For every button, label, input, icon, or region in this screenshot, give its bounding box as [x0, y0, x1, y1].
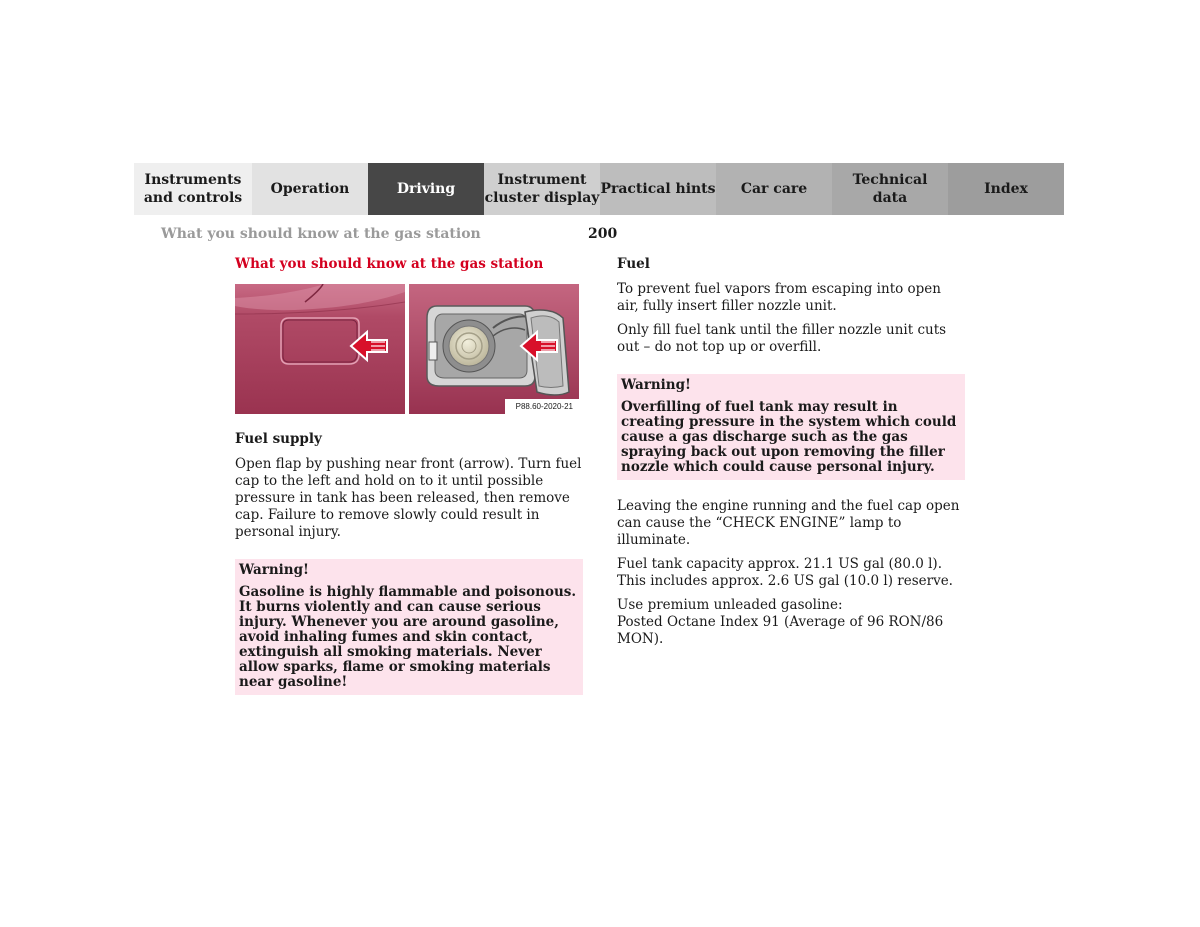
fuel-paragraph-1: To prevent fuel vapors from escaping into open air, fully insert filler nozzle unit.: [617, 281, 941, 314]
warning-title: Warning!: [239, 562, 309, 578]
overfilling-warning-box: [617, 374, 965, 480]
warning-title: Warning!: [621, 377, 691, 393]
octane-line: Posted Octane Index 91 (Average of 96 RON/86 MON).: [617, 614, 944, 647]
reserve-line: This includes approx. 2.6 US gal (10.0 l) reserve.: [617, 573, 953, 589]
chapter-tab-bar: [134, 163, 1064, 215]
fuel-heading: Fuel: [617, 256, 650, 272]
gasoline-warning-box: [235, 559, 583, 695]
page-number: 200: [588, 226, 618, 242]
tab-instruments-and-controls[interactable]: Instruments and controls: [134, 163, 252, 215]
running-head: What you should know at the gas station: [161, 226, 481, 242]
fuel-flap-closed-illustration: [235, 284, 405, 414]
tank-capacity-line: Fuel tank capacity approx. 21.1 US gal (80.0 l).: [617, 556, 942, 572]
right-column: [617, 256, 965, 655]
tab-car-care[interactable]: Car care: [716, 163, 832, 215]
left-column: [235, 256, 583, 695]
figure-code: P88.60-2020-21: [515, 402, 573, 411]
fuel-cap-open-illustration: [409, 284, 579, 414]
warning-text: Overfilling of fuel tank may result in creating pressure in the system which could cause a gas discharge such as the gas spraying back out upon removing the filler nozzle which could cause personal injury.: [621, 399, 957, 475]
tab-driving[interactable]: Driving: [368, 163, 484, 215]
fuel-supply-text: Open flap by pushing near front (arrow). Turn fuel cap to the left and hold on to it until possible pressure in tank has been released, then remove cap. Failure to remove slowly could result in personal injury.: [235, 456, 582, 540]
fuel-grade-line: Use premium unleaded gasoline:: [617, 597, 843, 613]
tab-practical-hints[interactable]: Practical hints: [600, 163, 716, 215]
fuel-paragraph-2: Only fill fuel tank until the filler nozzle unit cuts out – do not top up or overfill.: [617, 322, 947, 355]
check-engine-paragraph: Leaving the engine running and the fuel cap open can cause the “CHECK ENGINE” lamp to illuminate.: [617, 498, 960, 548]
fuel-flap-figure: [235, 284, 579, 414]
tab-index[interactable]: Index: [948, 163, 1064, 215]
tab-operation[interactable]: Operation: [252, 163, 368, 215]
fuel-supply-heading: Fuel supply: [235, 431, 322, 447]
tab-instrument-cluster-display[interactable]: Instrument cluster display: [484, 163, 600, 215]
tank-capacity-paragraph: [617, 556, 965, 590]
warning-text: Gasoline is highly flammable and poisonous. It burns violently and can cause serious injury. Whenever you are around gasoline, avoid inhaling fumes and skin contact, extinguish all smoking materials. Never allow sparks, flame or smoking materials near gasoline!: [239, 584, 577, 690]
fuel-grade-paragraph: [617, 597, 965, 648]
section-title: What you should know at the gas station: [235, 256, 544, 272]
tab-technical-data[interactable]: Technical data: [832, 163, 948, 215]
